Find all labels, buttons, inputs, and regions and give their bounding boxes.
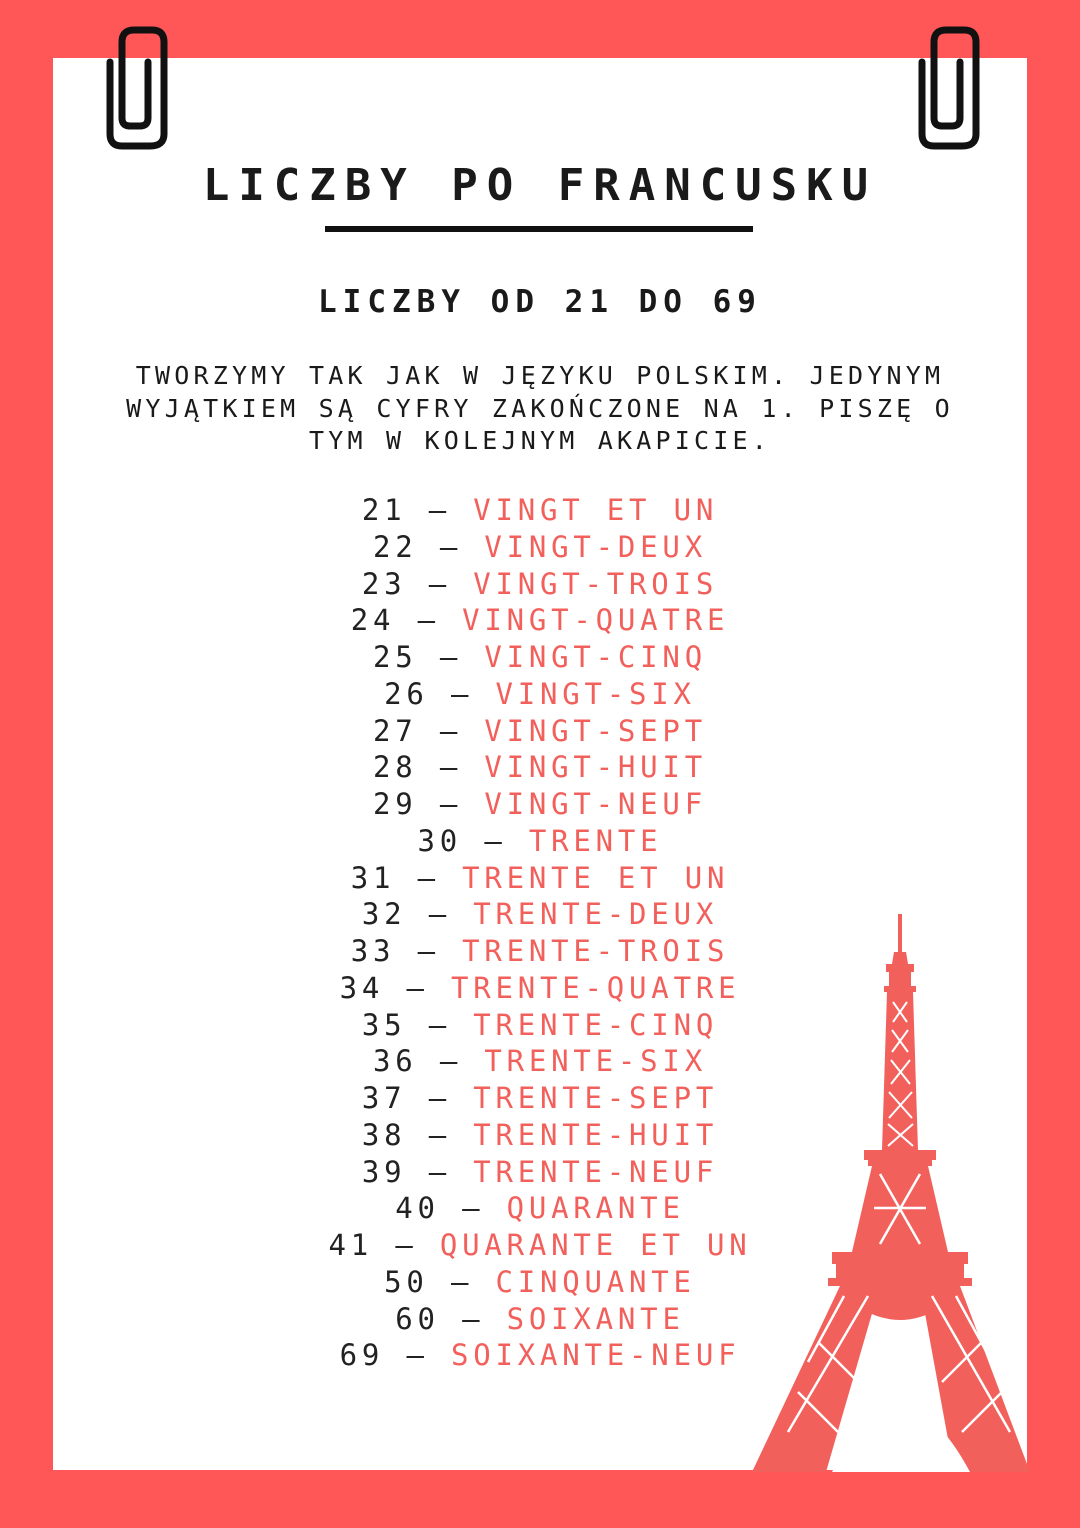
number-value: 39 xyxy=(361,1154,407,1189)
french-word: VINGT-NEUF xyxy=(484,787,707,821)
number-value: 23 xyxy=(361,566,407,601)
number-value: 38 xyxy=(361,1117,407,1152)
french-word: VINGT ET UN xyxy=(473,493,719,527)
dash-separator: – xyxy=(406,970,429,1005)
french-word: SOIXANTE-NEUF xyxy=(450,1338,741,1373)
french-word: VINGT-TROIS xyxy=(473,566,719,601)
paperclip-icon xyxy=(914,22,984,154)
number-value: 40 xyxy=(395,1191,440,1226)
number-value: 22 xyxy=(373,529,418,564)
intro-line: WYJĄTKIEM SĄ CYFRY ZAKOŃCZONE NA 1. PISZĘ O xyxy=(126,393,954,423)
number-value: 37 xyxy=(361,1081,407,1115)
french-word: VINGT-DEUX xyxy=(484,529,707,564)
french-word: TRENTE-TROIS xyxy=(462,934,730,968)
dash-separator: – xyxy=(428,1007,451,1042)
french-word: TRENTE-HUIT xyxy=(473,1117,719,1152)
number-value: 33 xyxy=(350,934,396,968)
list-item xyxy=(0,529,1080,566)
number-value: 36 xyxy=(373,1044,418,1079)
dash-separator: – xyxy=(439,750,463,785)
dash-separator: – xyxy=(428,493,451,527)
french-word: CINQUANTE xyxy=(495,1264,696,1299)
dash-separator: – xyxy=(462,1191,485,1226)
number-value: 60 xyxy=(395,1301,440,1336)
title-underline xyxy=(325,226,753,232)
number-value: 41 xyxy=(328,1228,374,1262)
french-word: VINGT-SIX xyxy=(495,676,696,711)
dash-separator: – xyxy=(428,1117,451,1152)
french-word: TRENTE ET UN xyxy=(462,860,730,895)
list-item xyxy=(0,860,1080,897)
number-value: 24 xyxy=(350,603,396,638)
french-word: QUARANTE xyxy=(506,1191,685,1226)
french-word: TRENTE-NEUF xyxy=(473,1154,719,1189)
number-value: 50 xyxy=(384,1264,429,1299)
number-value: 27 xyxy=(373,713,418,748)
list-item xyxy=(0,492,1080,529)
dash-separator: – xyxy=(439,1044,463,1079)
dash-separator: – xyxy=(462,1301,485,1336)
list-item xyxy=(0,639,1080,676)
french-word: VINGT-CINQ xyxy=(484,640,707,674)
list-item xyxy=(0,566,1080,603)
number-value: 32 xyxy=(361,897,407,932)
dash-separator: – xyxy=(406,1338,429,1373)
french-word: TRENTE-CINQ xyxy=(473,1007,719,1042)
dash-separator: – xyxy=(439,787,463,821)
dash-separator: – xyxy=(439,529,463,564)
number-value: 31 xyxy=(350,860,396,895)
french-word: VINGT-HUIT xyxy=(484,750,707,785)
section-subtitle: LICZBY OD 21 DO 69 xyxy=(318,284,762,320)
number-value: 28 xyxy=(373,750,418,785)
dash-separator: – xyxy=(417,934,440,968)
dash-separator: – xyxy=(428,1081,451,1115)
intro-paragraph xyxy=(70,360,1010,458)
dash-separator: – xyxy=(417,603,440,638)
number-value: 34 xyxy=(339,970,385,1005)
intro-line: TYM W KOLEJNYM AKAPICIE. xyxy=(308,426,772,455)
list-item xyxy=(0,823,1080,860)
dash-separator: – xyxy=(428,897,451,932)
french-word: VINGT-QUATRE xyxy=(462,603,730,638)
intro-line: TWORZYMY TAK JAK W JĘZYKU POLSKIM. JEDYNYM xyxy=(135,361,945,390)
french-word: SOIXANTE xyxy=(506,1301,685,1336)
dash-separator: – xyxy=(450,676,474,711)
dash-separator: – xyxy=(484,823,507,858)
french-word: TRENTE-QUATRE xyxy=(450,970,741,1005)
list-item xyxy=(0,786,1080,823)
number-value: 69 xyxy=(339,1338,385,1373)
dash-separator: – xyxy=(450,1264,474,1299)
number-value: 25 xyxy=(373,640,418,674)
french-word: TRENTE-SIX xyxy=(484,1044,707,1079)
list-item xyxy=(0,713,1080,750)
number-value: 21 xyxy=(361,493,407,527)
list-item xyxy=(0,676,1080,713)
list-item xyxy=(0,602,1080,639)
dash-separator: – xyxy=(395,1228,418,1262)
french-word: VINGT-SEPT xyxy=(484,713,707,748)
number-value: 29 xyxy=(373,787,418,821)
dash-separator: – xyxy=(428,566,451,601)
french-word: QUARANTE ET UN xyxy=(439,1228,752,1262)
number-value: 26 xyxy=(384,676,429,711)
number-value: 35 xyxy=(361,1007,407,1042)
french-word: TRENTE-DEUX xyxy=(473,897,719,932)
eiffel-tower-icon xyxy=(748,912,1030,1472)
dash-separator: – xyxy=(428,1154,451,1189)
dash-separator: – xyxy=(439,640,463,674)
french-word: TRENTE-SEPT xyxy=(473,1081,719,1115)
list-item xyxy=(0,749,1080,786)
paperclip-icon xyxy=(102,22,172,154)
french-word: TRENTE xyxy=(528,823,663,858)
number-value: 30 xyxy=(417,823,463,858)
dash-separator: – xyxy=(439,713,463,748)
page-title: LICZBY PO FRANCUSKU xyxy=(202,160,878,211)
dash-separator: – xyxy=(417,860,440,895)
